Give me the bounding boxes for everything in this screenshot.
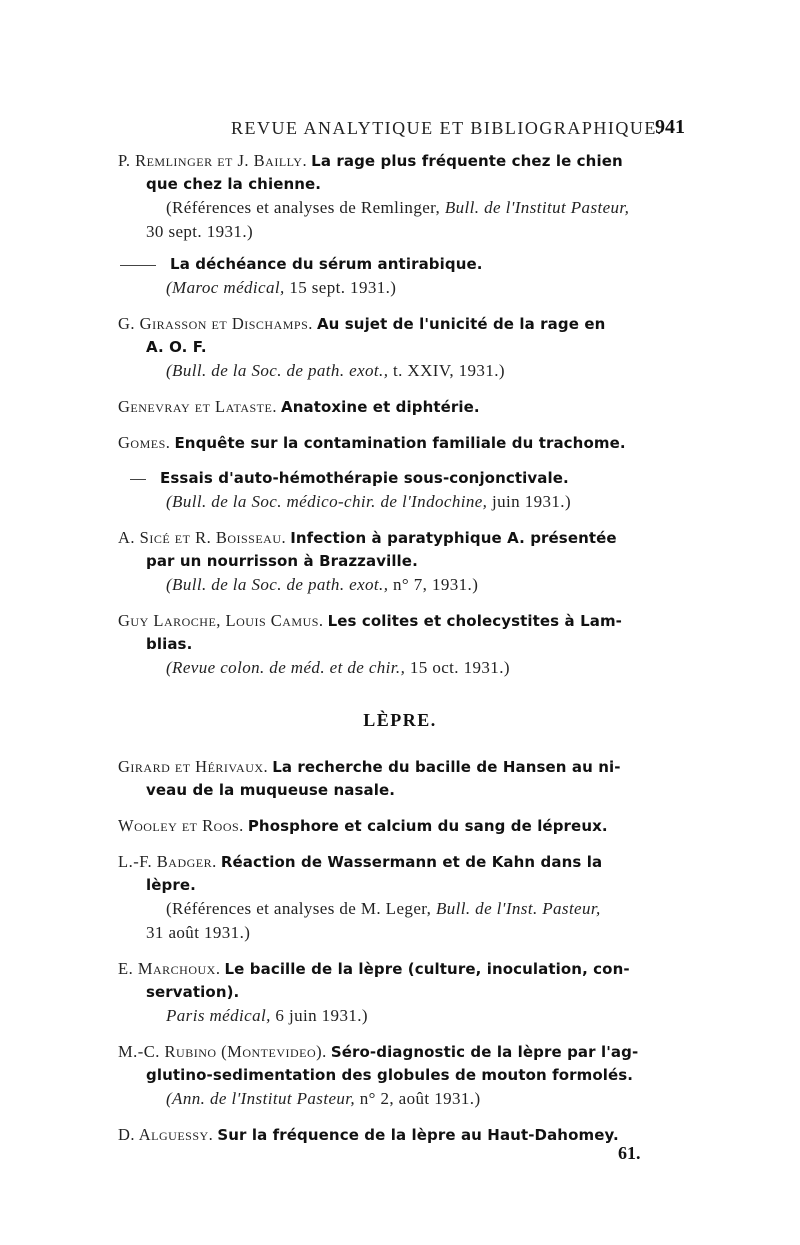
entry-title: Réaction de Wassermann et de Kahn dans la: [220, 853, 603, 871]
entry-authors: Guy Laroche, Louis Camus.: [118, 611, 324, 630]
bibliography-entry: [118, 609, 686, 680]
entry-title-continued: par un nourrisson à Brazzaville.: [146, 552, 418, 570]
entry-authors: G. Girasson et Dischamps.: [118, 314, 313, 333]
bibliography-entry: [118, 850, 686, 945]
entry-reference-continued: 31 août 1931.): [146, 923, 251, 942]
entry-authors: Wooley et Roos.: [118, 816, 244, 835]
entry-title: La rage plus fréquente chez le chien: [311, 152, 623, 170]
bibliography-list-rage: [118, 149, 686, 680]
entry-title-continued: veau de la muqueuse nasale.: [146, 781, 396, 799]
entry-title: Essais d'auto-hémothérapie sous-conjonctivale.: [160, 469, 569, 487]
bibliography-list-lepre: [118, 755, 686, 1147]
entry-title-continued: glutino-sedimentation des globules de mouton formolés.: [146, 1066, 634, 1084]
bibliography-entry: [118, 957, 686, 1028]
entry-reference: (Références et analyses de M. Leger, Bull. de l'Inst. Pasteur,: [166, 899, 601, 918]
entry-title-continued: servation).: [146, 983, 240, 1001]
running-head: [115, 118, 685, 142]
entry-reference: (Revue colon. de méd. et de chir., 15 oct. 1931.): [166, 658, 510, 677]
entry-title-continued: que chez la chienne.: [146, 175, 322, 193]
entry-authors: P. Remlinger et J. Bailly.: [118, 151, 308, 170]
entry-title: Enquête sur la contamination familiale du trachome.: [174, 434, 626, 452]
entry-title: Au sujet de l'unicité de la rage en: [316, 315, 606, 333]
bibliography-entry: [118, 253, 686, 300]
entry-title-continued: lèpre.: [146, 876, 196, 894]
entry-title-continued: blias.: [146, 635, 193, 653]
entry-reference: (Bull. de la Soc. de path. exot., n° 7, 1931.): [166, 575, 479, 594]
section-heading-lepre: LÈPRE.: [363, 710, 437, 730]
bibliography-entry: [118, 431, 686, 455]
bibliography-entry: [118, 395, 686, 419]
entry-title: Phosphore et calcium du sang de lépreux.: [247, 817, 608, 835]
entry-title: Anatoxine et diphtérie.: [281, 398, 480, 416]
entry-reference: (Ann. de l'Institut Pasteur, n° 2, août 1931.): [166, 1089, 481, 1108]
entry-reference: (Bull. de la Soc. médico-chir. de l'Indochine, juin 1931.): [166, 492, 572, 511]
entry-authors: Girard et Hérivaux.: [118, 757, 269, 776]
entry-authors: M.-C. Rubino (Montevideo).: [118, 1042, 327, 1061]
entry-authors: D. Alguessy.: [118, 1125, 214, 1144]
entry-authors: Gomes.: [118, 433, 171, 452]
bibliography-entry: [118, 1123, 686, 1147]
entry-authors: A. Sicé et R. Boisseau.: [118, 528, 287, 547]
entry-title: Séro-diagnostic de la lèpre par l'ag-: [330, 1043, 639, 1061]
entry-title: Infection à paratyphique A. présentée: [290, 529, 617, 547]
bibliography-entry: [118, 149, 686, 244]
bibliography-entry: [118, 814, 686, 838]
entry-title: La déchéance du sérum antirabique.: [170, 255, 483, 273]
entry-title: Sur la fréquence de la lèpre au Haut-Dahomey.: [217, 1126, 619, 1144]
entry-authors: L.-F. Badger.: [118, 852, 217, 871]
entry-title: La recherche du bacille de Hansen au ni-: [272, 758, 621, 776]
ditto-dash: [130, 479, 146, 480]
entry-reference: Paris médical, 6 juin 1931.): [166, 1006, 368, 1025]
entry-authors: E. Marchoux.: [118, 959, 221, 978]
page-number: 941: [655, 116, 685, 138]
ditto-dash: [120, 265, 156, 266]
bibliography-entry: [118, 467, 686, 514]
bibliography-entry: [118, 526, 686, 597]
signature-mark: 61.: [618, 1143, 641, 1163]
bibliography-entry: [118, 755, 686, 802]
bibliography-entry: [118, 1040, 686, 1111]
running-head-title: REVUE ANALYTIQUE ET BIBLIOGRAPHIQUE.: [231, 118, 663, 138]
entry-reference: (Références et analyses de Remlinger, Bull. de l'Institut Pasteur,: [166, 198, 630, 217]
entry-title-continued: A. O. F.: [146, 338, 207, 356]
entry-title: Les colites et cholecystites à Lam-: [327, 612, 623, 630]
entry-reference-continued: 30 sept. 1931.): [146, 222, 254, 241]
entry-reference: (Bull. de la Soc. de path. exot., t. XXIV, 1931.): [166, 361, 505, 380]
entry-reference: (Maroc médical, 15 sept. 1931.): [166, 278, 397, 297]
entry-authors: Genevray et Lataste.: [118, 397, 277, 416]
entry-title: Le bacille de la lèpre (culture, inoculation, con-: [224, 960, 630, 978]
bibliography-entry: [118, 312, 686, 383]
